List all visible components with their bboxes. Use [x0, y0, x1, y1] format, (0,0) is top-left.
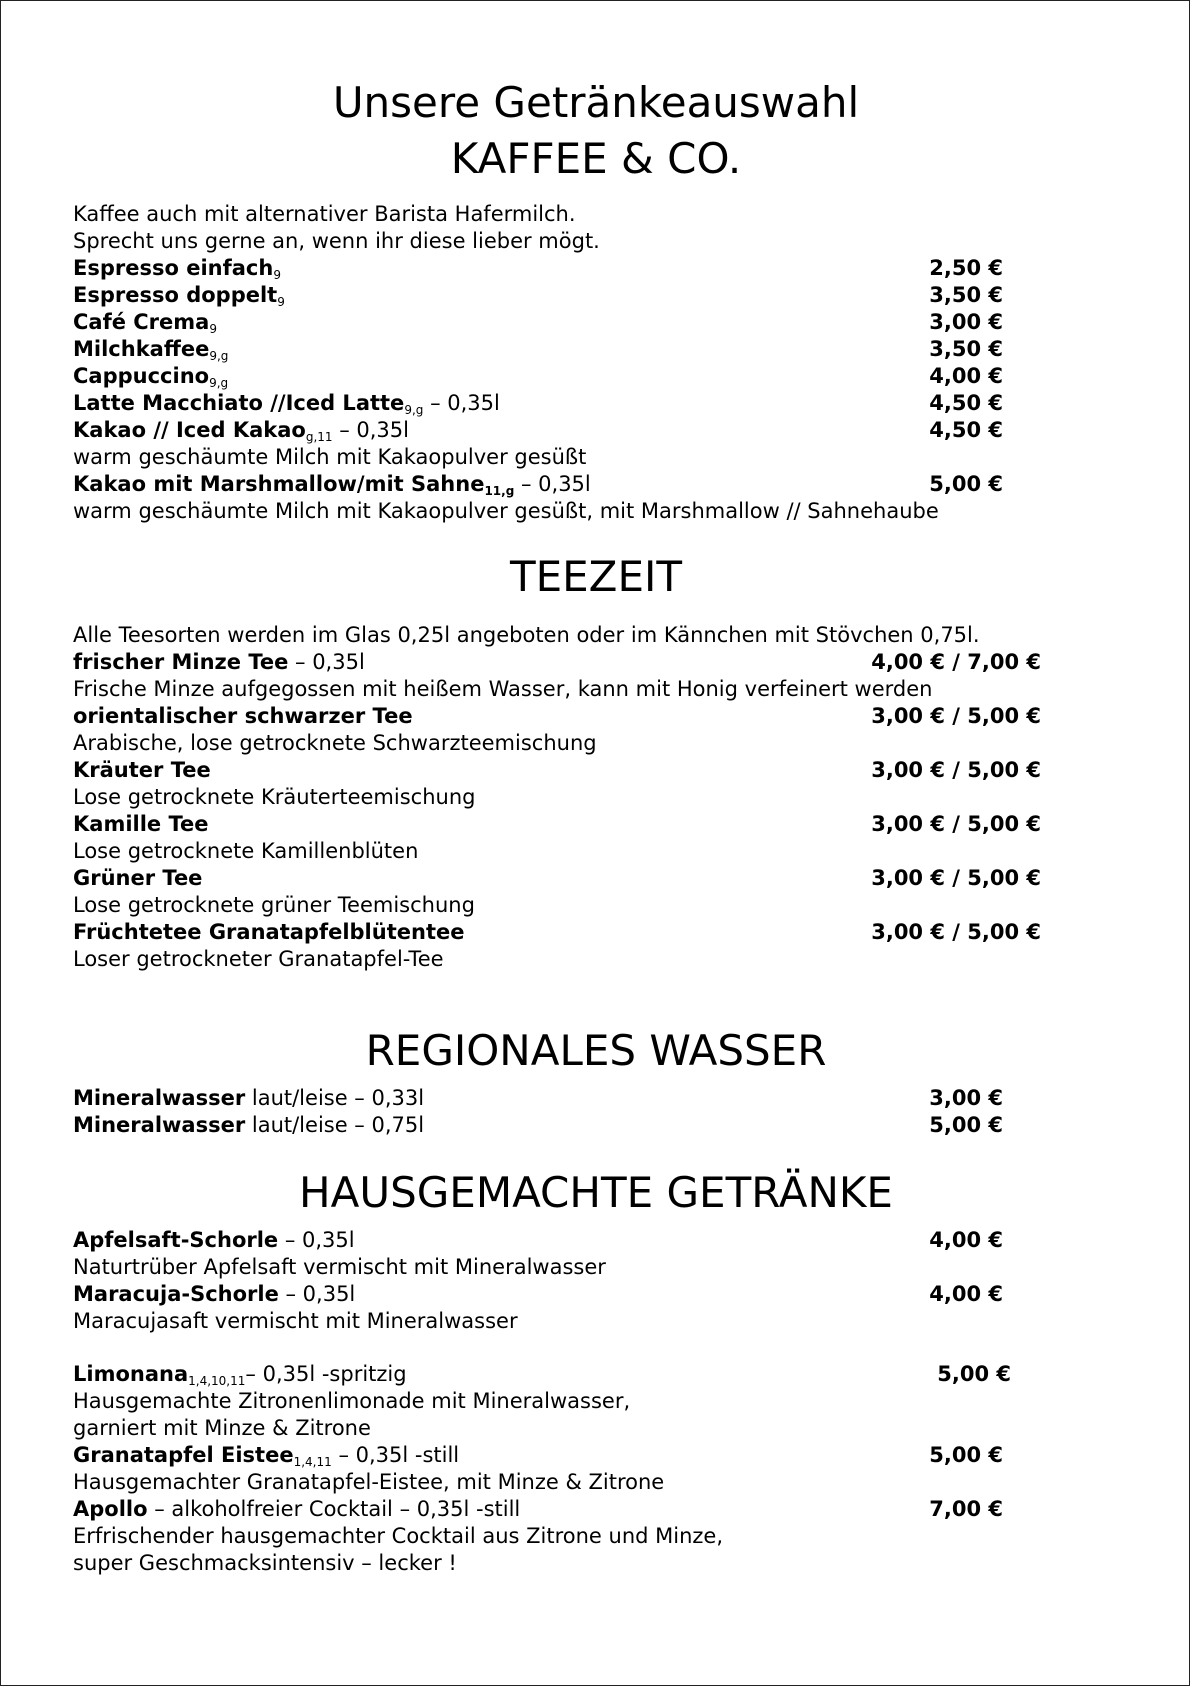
item-price: 4,50 € — [929, 418, 1003, 442]
item-size: – alkoholfreier Cocktail – 0,35l -still — [147, 1497, 521, 1521]
item-price: 3,00 € — [929, 1086, 1003, 1110]
item-name: Kakao mit Marshmallow/mit Sahne — [73, 472, 485, 496]
item-name: Kakao // Iced Kakao — [73, 418, 306, 442]
item-description: Loser getrockneter Granatapfel-Tee — [73, 947, 444, 971]
item-name: Früchtetee Granatapfelblütentee — [73, 920, 465, 944]
item-description: warm geschäumte Milch mit Kakaopulver gesüßt, mit Marshmallow // Sahnehaube — [73, 499, 939, 523]
item-description: Naturtrüber Apfelsaft vermischt mit Mineralwasser — [73, 1255, 606, 1279]
heading-tee: TEEZEIT — [509, 552, 683, 601]
item-name: Limonana — [73, 1362, 189, 1386]
menu-item — [73, 1112, 1123, 1139]
item-description: Erfrischender hausgemachter Cocktail aus Zitrone und Minze, — [73, 1524, 724, 1548]
item-description: warm geschäumte Milch mit Kakaopulver gesüßt — [73, 445, 587, 469]
item-allergens: 11,g — [484, 484, 515, 498]
item-price: 5,00 € — [929, 1443, 1003, 1467]
menu-item — [73, 255, 1123, 282]
item-name: Espresso doppelt — [73, 283, 278, 307]
item-price: 3,00 € / 5,00 € — [871, 866, 1041, 890]
item-name: frischer Minze Tee — [73, 650, 289, 674]
item-price: 3,50 € — [929, 337, 1003, 361]
item-name: Latte Macchiato //Iced Latte — [73, 391, 405, 415]
item-allergens: 9,g — [209, 376, 229, 390]
item-size: – 0,35l — [423, 391, 500, 415]
item-size: laut/leise – 0,33l — [245, 1086, 425, 1110]
item-size: – 0,35l — [288, 650, 365, 674]
item-price: 3,00 € / 5,00 € — [871, 920, 1041, 944]
item-size: – 0,35l — [278, 1228, 355, 1252]
menu-item — [73, 390, 1123, 417]
item-size: – 0,35l — [278, 1282, 356, 1306]
item-name: Mineralwasser — [73, 1113, 246, 1137]
kaffee-note-2: Sprecht uns gerne an, wenn ihr diese lieber mögt. — [73, 229, 600, 253]
item-name: Granatapfel Eistee — [73, 1443, 294, 1467]
item-allergens: 1,4,10,11 — [188, 1374, 246, 1388]
heading-kaffee: KAFFEE & CO. — [450, 134, 742, 183]
item-name: Apollo — [73, 1497, 148, 1521]
item-description: Lose getrocknete Kräuterteemischung — [73, 785, 476, 809]
item-allergens: g,11 — [305, 430, 333, 444]
item-description: garniert mit Minze & Zitrone — [73, 1416, 371, 1440]
item-description: Hausgemachter Granatapfel-Eistee, mit Minze & Zitrone — [73, 1470, 665, 1494]
menu-item — [73, 703, 1123, 730]
menu-item — [73, 1227, 1123, 1254]
menu-item — [73, 919, 1123, 946]
item-description: Maracujasaft vermischt mit Mineralwasser — [73, 1309, 518, 1333]
item-price: 5,00 € — [937, 1362, 1011, 1386]
item-size: – 0,35l -spritzig — [245, 1362, 407, 1386]
item-name: Cappuccino — [73, 364, 210, 388]
page-title: Unsere Getränkeauswahl — [332, 78, 860, 127]
item-name: Grüner Tee — [73, 866, 203, 890]
item-size: laut/leise – 0,75l — [245, 1113, 425, 1137]
item-description: Arabische, lose getrocknete Schwarzteemischung — [73, 731, 597, 755]
item-allergens: 1,4,11 — [293, 1455, 332, 1469]
item-description: Hausgemachte Zitronenlimonade mit Mineralwasser, — [73, 1389, 631, 1413]
item-name: Café Crema — [73, 310, 210, 334]
item-price: 4,50 € — [929, 391, 1003, 415]
menu-item — [73, 811, 1123, 838]
item-name: Apfelsaft-Schorle — [73, 1228, 279, 1252]
tee-note: Alle Teesorten werden im Glas 0,25l angeboten oder im Kännchen mit Stövchen 0,75l. — [73, 623, 980, 647]
menu-item — [73, 1281, 1123, 1308]
menu-item — [73, 336, 1123, 363]
item-description: Lose getrocknete grüner Teemischung — [73, 893, 475, 917]
menu-item — [73, 282, 1123, 309]
heading-haus: HAUSGEMACHTE GETRÄNKE — [299, 1168, 893, 1217]
item-name: Maracuja-Schorle — [73, 1282, 279, 1306]
item-name: Espresso einfach — [73, 256, 274, 280]
item-price: 4,00 € / 7,00 € — [871, 650, 1041, 674]
item-description: super Geschmacksintensiv – lecker ! — [73, 1551, 457, 1575]
item-price: 3,50 € — [929, 283, 1003, 307]
item-size: – 0,35l -still — [331, 1443, 460, 1467]
item-allergens: 9,g — [209, 349, 229, 363]
menu-item — [73, 1442, 1123, 1469]
item-name: orientalischer schwarzer Tee — [73, 704, 413, 728]
item-price: 4,00 € — [929, 1282, 1003, 1306]
menu-item — [73, 471, 1123, 498]
kaffee-note-1: Kaffee auch mit alternativer Barista Hafermilch. — [73, 202, 576, 226]
item-allergens: 9,g — [404, 403, 424, 417]
item-price: 3,00 € / 5,00 € — [871, 704, 1041, 728]
menu-item — [73, 417, 1123, 444]
item-price: 3,00 € — [929, 310, 1003, 334]
heading-wasser: REGIONALES WASSER — [365, 1026, 827, 1075]
item-price: 7,00 € — [929, 1497, 1003, 1521]
menu-item — [73, 757, 1123, 784]
menu-item — [73, 1085, 1123, 1112]
item-price: 5,00 € — [929, 1113, 1003, 1137]
item-price: 2,50 € — [929, 256, 1003, 280]
item-allergens: 9 — [273, 268, 281, 282]
item-allergens: 9 — [277, 295, 285, 309]
item-allergens: 9 — [209, 322, 217, 336]
menu-item — [73, 1496, 1123, 1523]
menu-item — [73, 865, 1123, 892]
item-price: 4,00 € — [929, 1228, 1003, 1252]
menu-item — [73, 1361, 1123, 1388]
item-price: 5,00 € — [929, 472, 1003, 496]
item-name: Milchkaffee — [73, 337, 210, 361]
item-name: Kamille Tee — [73, 812, 209, 836]
item-name: Mineralwasser — [73, 1086, 246, 1110]
item-description: Lose getrocknete Kamillenblüten — [73, 839, 419, 863]
kaffee-note — [73, 228, 1123, 255]
item-price: 3,00 € / 5,00 € — [871, 758, 1041, 782]
menu-item — [73, 309, 1123, 336]
item-price: 4,00 € — [929, 364, 1003, 388]
item-size: – 0,35l — [514, 472, 591, 496]
menu-item — [73, 363, 1123, 390]
item-name: Kräuter Tee — [73, 758, 211, 782]
item-size: – 0,35l — [332, 418, 409, 442]
item-description: Frische Minze aufgegossen mit heißem Wasser, kann mit Honig verfeinert werden — [73, 677, 933, 701]
menu-item — [73, 649, 1123, 676]
item-price: 3,00 € / 5,00 € — [871, 812, 1041, 836]
kaffee-note — [73, 201, 1123, 228]
